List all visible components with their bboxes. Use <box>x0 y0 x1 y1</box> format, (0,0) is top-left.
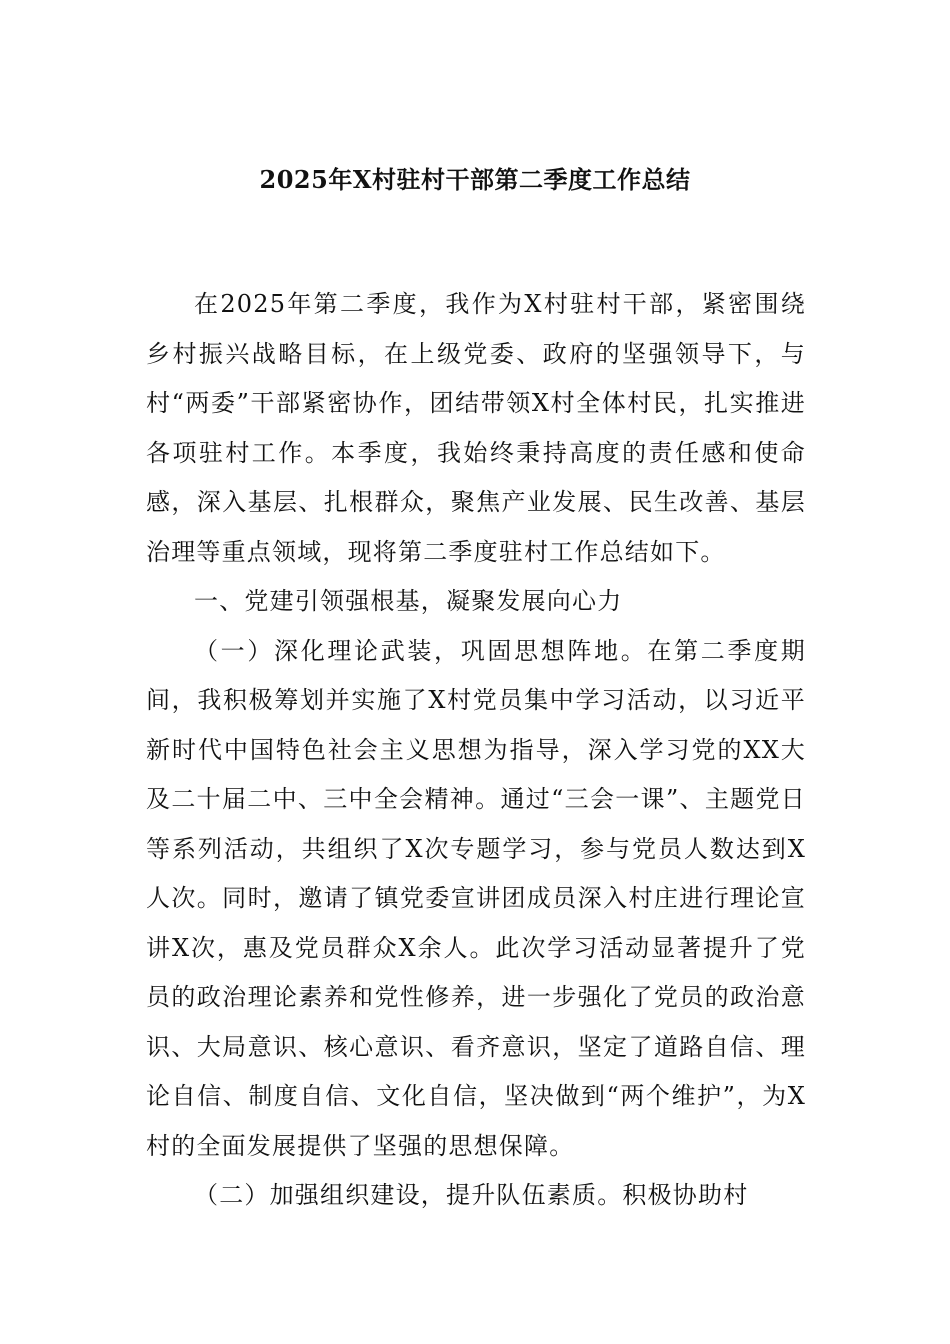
section-1-paragraph-1: （一）深化理论武装，巩固思想阵地。在第二季度期间，我积极筹划并实施了X村党员集中学习活动，以习近平新时代中国特色社会主义思想为指导，深入学习党的XX大及二十届二中、三中全会精神。通过“三会一课”、主题党日等系列活动，共组织了X次专题学习，参与党员人数达到X人次。同时，邀请了镇党委宣讲团成员深入村庄进行理论宣讲X次，惠及党员群众X余人。此次学习活动显著提升了党员的政治理论素养和党性修养，进一步强化了党员的政治意识、大局意识、核心意识、看齐意识，坚定了道路自信、理论自信、制度自信、文化自信，坚决做到“两个维护”，为X村的全面发展提供了坚强的思想保障。 <box>146 636 806 1160</box>
intro-paragraph: 在2025年第二季度，我作为X村驻村干部，紧密围绕乡村振兴战略目标，在上级党委、政府的坚强领导下，与村“两委”干部紧密协作，团结带领X村全体村民，扎实推进各项驻村工作。本季度，我始终秉持高度的责任感和使命感，深入基层、扎根群众，聚焦产业发展、民生改善、基层治理等重点领域，现将第二季度驻村工作总结如下。 <box>146 290 806 566</box>
document-title: 2025年X村驻村干部第二季度工作总结 <box>259 165 691 194</box>
section-heading-1: 一、党建引领强根基，凝聚发展向心力 <box>194 587 623 615</box>
section-1-paragraph-2: （二）加强组织建设，提升队伍素质。积极协助村 <box>194 1181 749 1209</box>
document-body <box>146 280 806 1221</box>
